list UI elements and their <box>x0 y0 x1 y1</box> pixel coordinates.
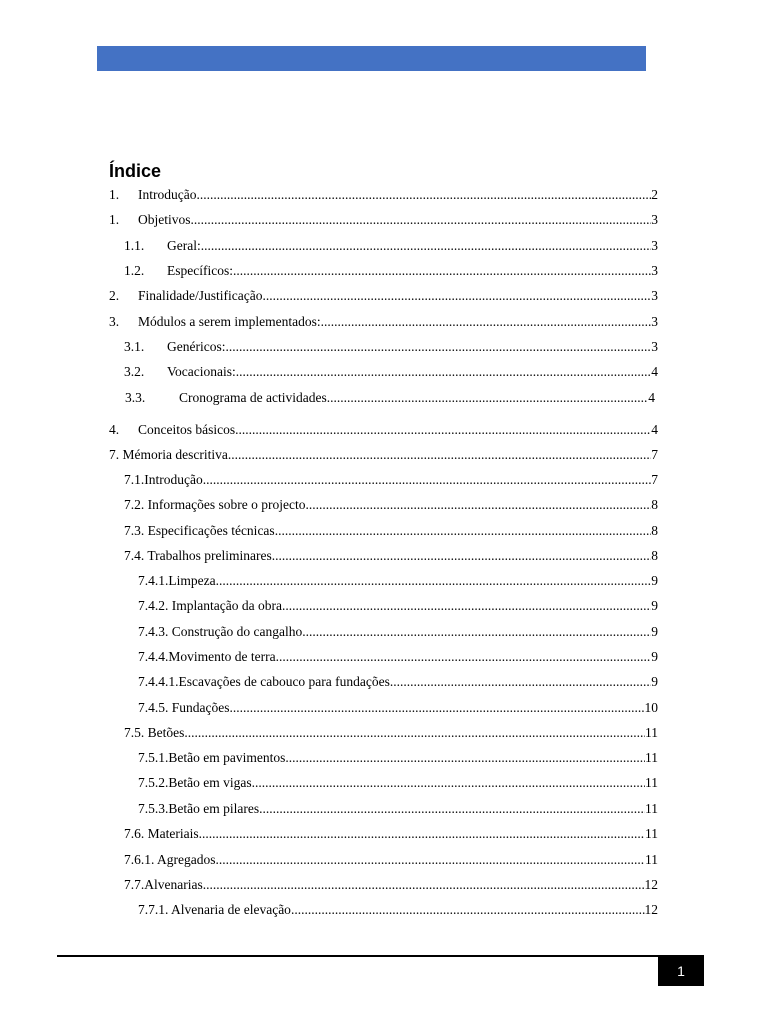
toc-leader-dots <box>327 390 649 406</box>
toc-leader-dots <box>216 573 652 589</box>
toc-entry-page: 9 <box>651 674 658 689</box>
toc-entry-page: 11 <box>645 750 658 765</box>
toc-entry-text: 7.5.3.Betão em pilares <box>138 801 260 816</box>
toc-entry-page: 4 <box>648 390 655 405</box>
toc-entry-text: 7.4.3. Construção do cangalho <box>138 624 303 639</box>
toc-entry[interactable] <box>109 212 658 228</box>
toc-leader-dots <box>230 700 645 716</box>
toc-entry-page: 8 <box>651 523 658 538</box>
toc-leader-dots <box>262 288 651 304</box>
toc-entry[interactable] <box>124 472 658 488</box>
toc-entry[interactable] <box>124 497 658 513</box>
toc-leader-dots <box>275 523 652 539</box>
toc-leader-dots <box>285 750 645 766</box>
toc-entry-page: 12 <box>644 877 658 892</box>
toc-leader-dots <box>191 212 652 228</box>
toc-entry-page: 11 <box>645 852 658 867</box>
toc-entry-number: 1.2. <box>124 263 145 278</box>
toc-entry[interactable] <box>124 877 658 893</box>
toc-leader-dots <box>201 238 652 254</box>
toc-entry-text: 7.2. Informações sobre o projecto <box>124 497 306 512</box>
toc-entry-text: Genéricos: <box>167 339 226 354</box>
toc-entry-text: Geral: <box>167 238 201 253</box>
toc-entry-text: 7.3. Especificações técnicas <box>124 523 275 538</box>
toc-leader-dots <box>276 649 652 665</box>
toc-entry-page: 11 <box>645 725 658 740</box>
toc-entry-page: 9 <box>651 649 658 664</box>
toc-entry[interactable] <box>124 852 658 868</box>
toc-leader-dots <box>390 674 651 690</box>
toc-entry-text: Finalidade/Justificação <box>138 288 263 303</box>
toc-entry-number: 3.3. <box>125 390 146 405</box>
toc-entry-page: 11 <box>645 801 658 816</box>
toc-leader-dots <box>196 187 651 203</box>
toc-leader-dots <box>282 598 651 614</box>
toc-entry-text: 7.4.2. Implantação da obra <box>138 598 282 613</box>
toc-entry-text: Cronograma de actividades <box>179 390 327 405</box>
toc-leader-dots <box>203 472 652 488</box>
toc-entry-page: 10 <box>644 700 658 715</box>
toc-entry-text: Específicos: <box>167 263 233 278</box>
toc-leader-dots <box>291 902 645 918</box>
toc-entry-page: 4 <box>651 364 658 379</box>
toc-leader-dots <box>235 422 651 438</box>
toc-entry[interactable] <box>138 649 658 665</box>
page-number: 1 <box>658 956 704 986</box>
toc-entry-text: 7.6. Materiais <box>124 826 199 841</box>
toc-title: Índice <box>109 161 162 181</box>
toc-leader-dots <box>259 801 645 817</box>
toc-entry-page: 11 <box>645 826 658 841</box>
toc-entry-page: 2 <box>651 187 658 202</box>
toc-entry[interactable] <box>138 573 658 589</box>
toc-entry-page: 3 <box>651 212 658 227</box>
toc-entry-text: 7.7.1. Alvenaria de elevação <box>138 902 291 917</box>
toc-entry-text: 7.4. Trabalhos preliminares <box>124 548 272 563</box>
toc-entry-text: 7. Mémoria descritiva <box>109 447 228 462</box>
toc-leader-dots <box>305 497 651 513</box>
toc-entry-number: 1.1. <box>124 238 145 253</box>
toc-entry-number: 1. <box>109 212 120 227</box>
toc-entry-text: 7.5. Betões <box>124 725 185 740</box>
toc-entry-page: 3 <box>651 288 658 303</box>
toc-leader-dots <box>233 263 651 279</box>
toc-entry-text: Objetivos <box>138 212 191 227</box>
toc-entry-number: 3.1. <box>124 339 145 354</box>
header-bar <box>97 46 646 71</box>
toc-leader-dots <box>252 775 645 791</box>
toc-entry[interactable] <box>109 288 658 304</box>
footer-divider <box>57 955 704 957</box>
toc-entry-page: 7 <box>651 472 658 487</box>
toc-entry-number: 2. <box>109 288 120 303</box>
toc-entry-text: 7.4.5. Fundações <box>138 700 230 715</box>
toc-entry[interactable] <box>138 902 658 918</box>
toc-entry[interactable] <box>109 422 658 438</box>
toc-leader-dots <box>272 548 652 564</box>
toc-leader-dots <box>203 877 645 893</box>
toc-entry[interactable] <box>124 548 658 564</box>
toc-entry-text: Vocacionais: <box>167 364 236 379</box>
toc-entry-page: 4 <box>651 422 658 437</box>
toc-entry-text: Introdução <box>138 187 197 202</box>
toc-entry[interactable] <box>138 700 658 716</box>
toc-leader-dots <box>302 624 651 640</box>
toc-entry-page: 3 <box>651 238 658 253</box>
toc-entry-page: 3 <box>651 314 658 329</box>
toc-entry-page: 3 <box>651 339 658 354</box>
toc-entry-number: 3.2. <box>124 364 145 379</box>
toc-leader-dots <box>225 339 651 355</box>
toc-entry[interactable] <box>124 725 658 741</box>
toc-entry-page: 7 <box>651 447 658 462</box>
toc-entry[interactable] <box>124 238 658 254</box>
toc-entry-text: 7.5.1.Betão em pavimentos <box>138 750 286 765</box>
toc-entry[interactable] <box>109 187 658 203</box>
toc-entry[interactable] <box>138 674 658 690</box>
toc-entry-text: 7.4.4.1.Escavações de cabouco para fundações <box>138 674 390 689</box>
toc-entry-number: 1. <box>109 187 120 202</box>
toc-leader-dots <box>184 725 645 741</box>
toc-entry[interactable] <box>138 598 658 614</box>
toc-entry-text: 7.1.Introdução <box>124 472 203 487</box>
toc-entry-text: 7.5.2.Betão em vigas <box>138 775 252 790</box>
toc-entry[interactable] <box>124 263 658 279</box>
toc-entry[interactable] <box>109 314 658 330</box>
toc-entry-text: 7.7.Alvenarias <box>124 877 203 892</box>
toc-entry[interactable] <box>124 523 658 539</box>
toc-leader-dots <box>236 364 652 380</box>
toc-entry-page: 12 <box>644 902 658 917</box>
toc-entry-text: 7.6.1. Agregados <box>124 852 216 867</box>
toc-entry-text: 7.4.4.Movimento de terra <box>138 649 276 664</box>
toc-entry[interactable] <box>138 750 658 766</box>
toc-leader-dots <box>321 314 652 330</box>
toc-entry-page: 9 <box>651 598 658 613</box>
toc-entry-text: Módulos a serem implementados: <box>138 314 321 329</box>
toc-entry-page: 8 <box>651 548 658 563</box>
toc-entry[interactable] <box>138 624 658 640</box>
toc-entry-page: 11 <box>645 775 658 790</box>
toc-entry-number: 4. <box>109 422 120 437</box>
toc-entry-page: 9 <box>651 573 658 588</box>
toc-entry[interactable] <box>124 364 658 380</box>
toc-entry-page: 9 <box>651 624 658 639</box>
toc-entry-page: 8 <box>651 497 658 512</box>
toc-entry[interactable] <box>125 390 655 406</box>
toc-entry-text: 7.4.1.Limpeza <box>138 573 216 588</box>
toc-entry[interactable] <box>138 801 658 817</box>
toc-entry[interactable] <box>124 826 658 842</box>
toc-leader-dots <box>228 447 651 463</box>
toc-entry[interactable] <box>109 447 658 463</box>
toc-entry[interactable] <box>138 775 658 791</box>
toc-entry[interactable] <box>124 339 658 355</box>
toc-leader-dots <box>199 826 645 842</box>
toc-entry-page: 3 <box>651 263 658 278</box>
toc-leader-dots <box>216 852 646 868</box>
toc-entry-number: 3. <box>109 314 120 329</box>
toc-entry-text: Conceitos básicos <box>138 422 236 437</box>
